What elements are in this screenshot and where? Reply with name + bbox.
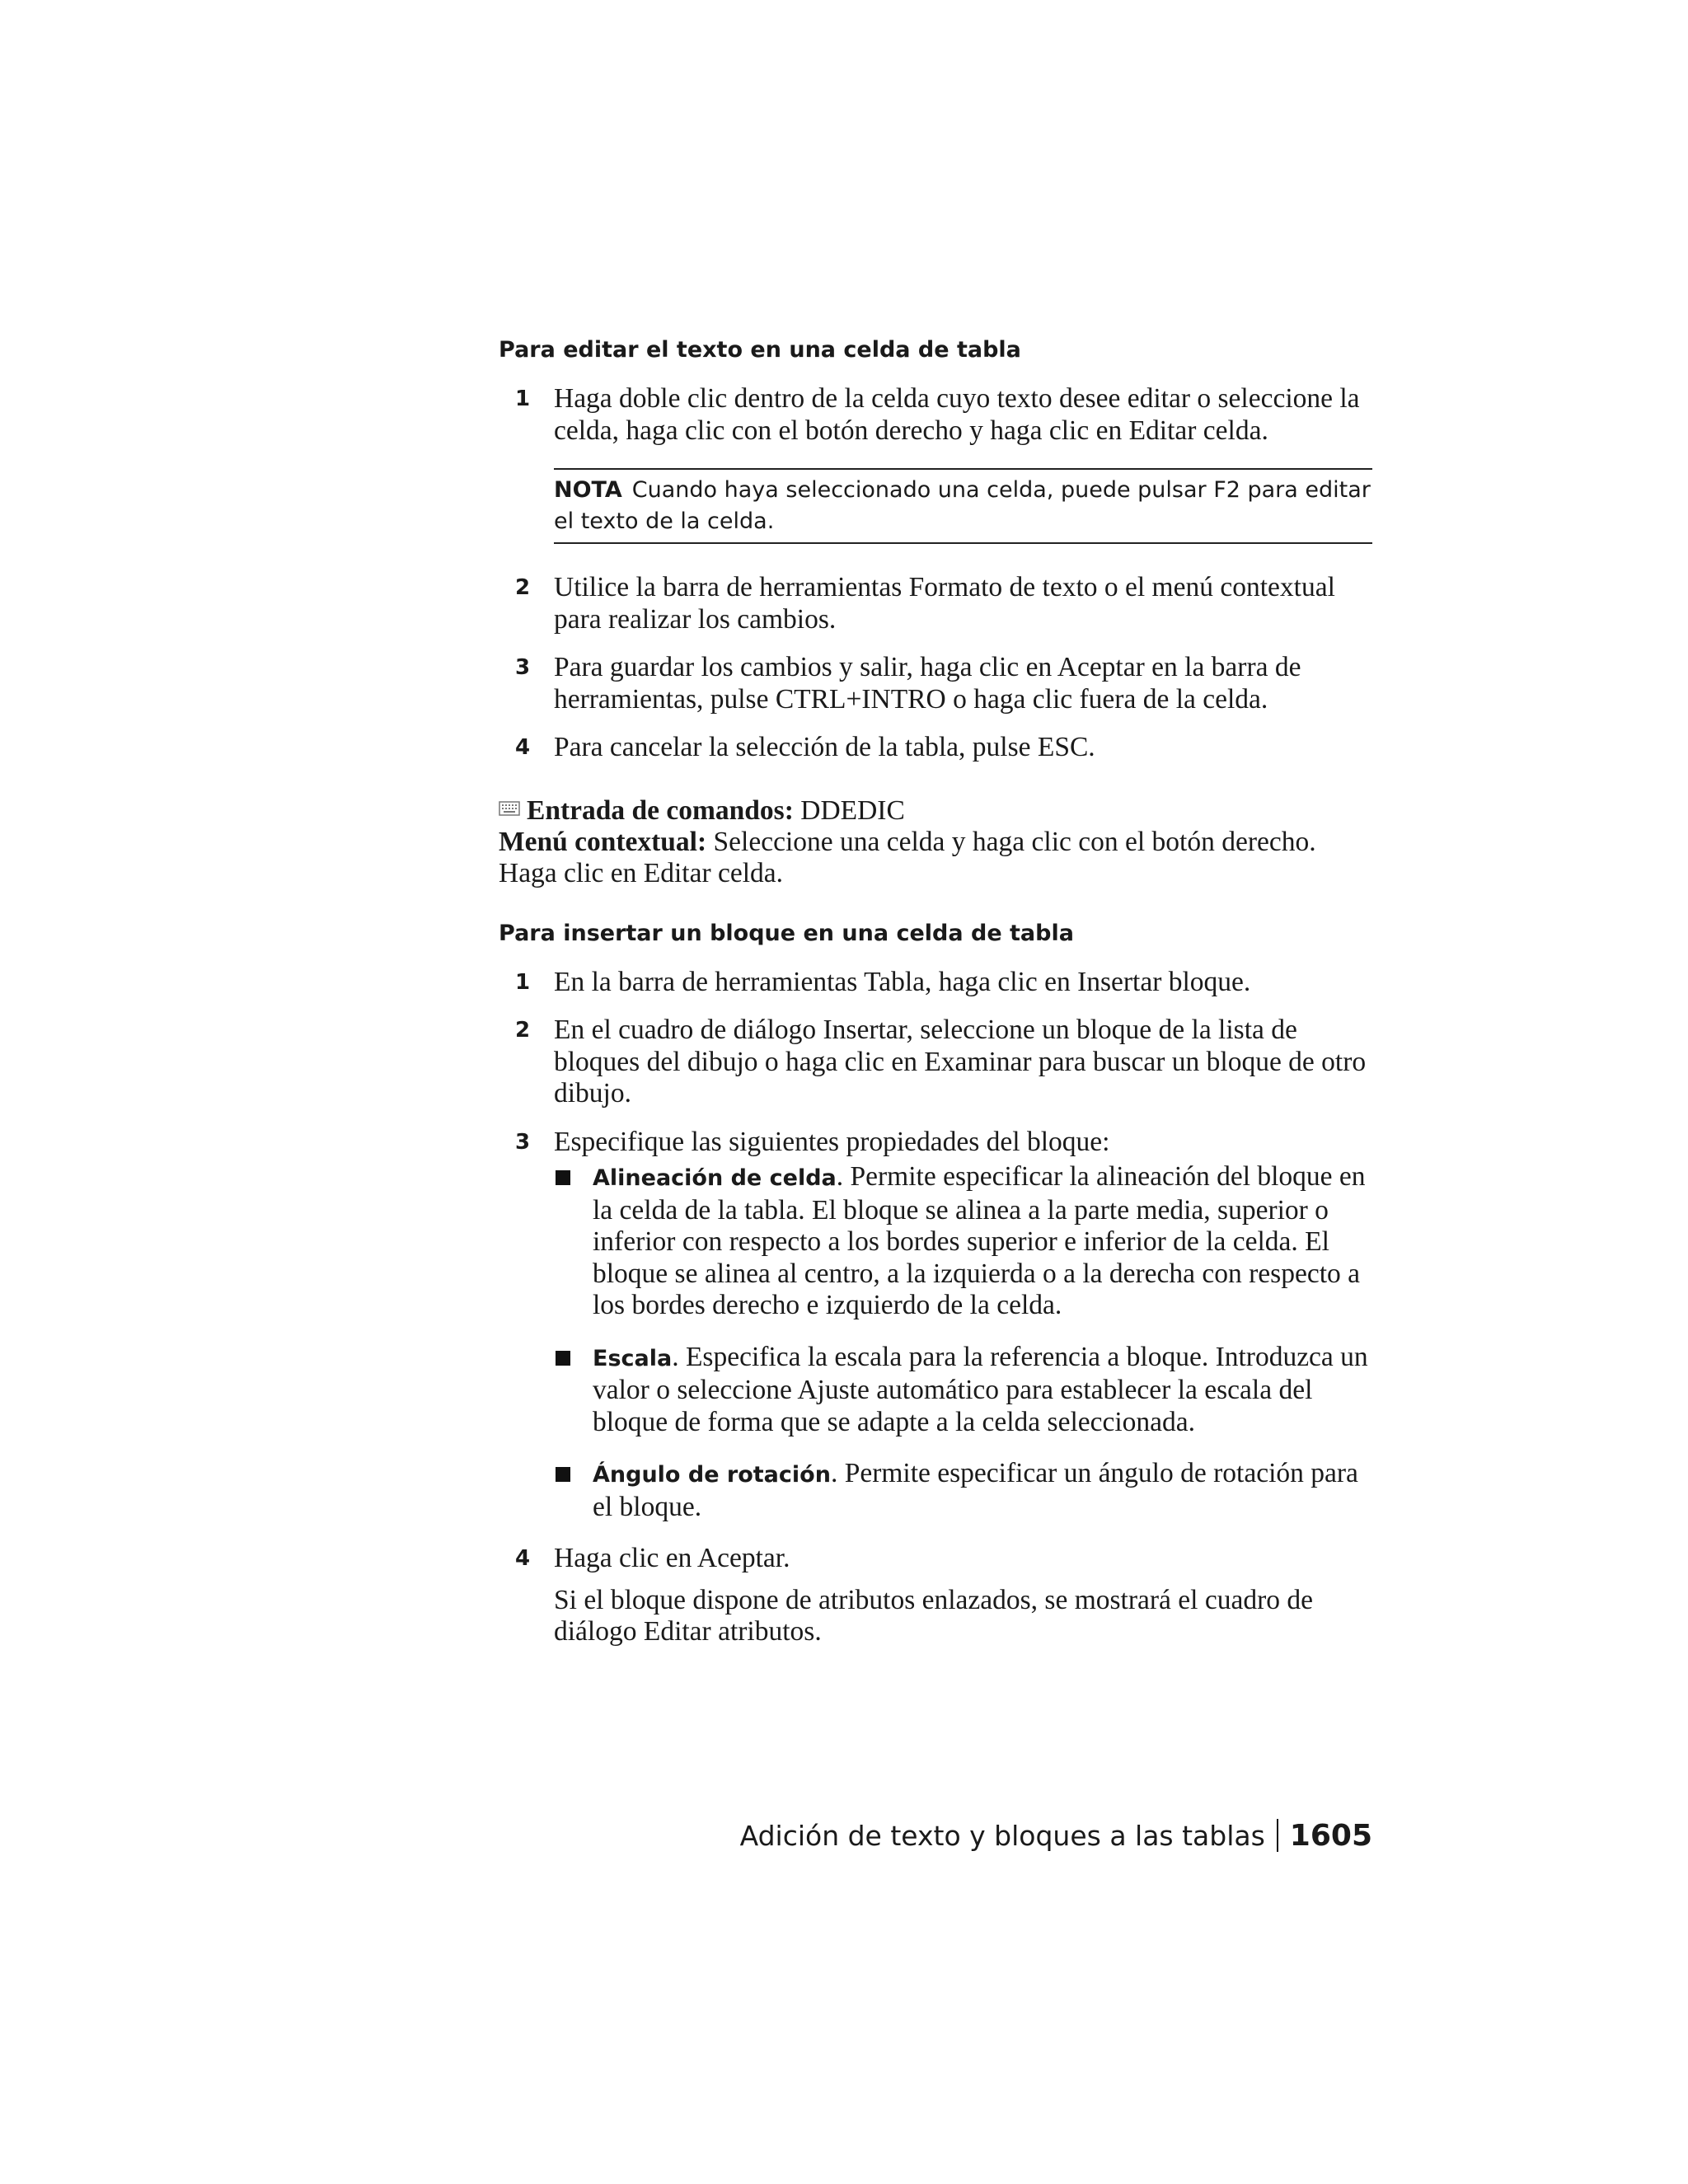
page-number: 1605: [1289, 1819, 1372, 1853]
step-text: Especifique las siguientes propiedades del bloque:: [554, 1126, 1110, 1157]
list-item: [554, 1458, 1372, 1523]
section-heading-edit-text: Para editar el texto en una celda de tabla: [499, 337, 1021, 363]
command-entry-value: DDEDIC: [800, 794, 905, 826]
list-item: [554, 1342, 1372, 1439]
footer-divider: [1277, 1819, 1278, 1852]
command-entry-label: Entrada de comandos:: [527, 794, 794, 826]
step-number: 3: [515, 1129, 531, 1155]
step-text: Para guardar los cambios y salir, haga clic en Aceptar en la barra de herramientas, pulse CTRL+INTRO o haga clic fuera de la celda.: [554, 652, 1301, 715]
bullet-term: Alineación de celda: [593, 1165, 837, 1191]
bullet-text: . Especifica la escala para la referencia a bloque. Introduzca un valor o seleccione Ajuste automático para establecer la escala del bloque de forma que se adapte a la celda seleccionada.: [593, 1341, 1368, 1437]
step-text: Utilice la barra de herramientas Formato de texto o el menú contextual para realizar los cambios.: [554, 572, 1335, 635]
step-item: [499, 1127, 1372, 1524]
step-item: [499, 652, 1372, 715]
footer-title: Adición de texto y bloques a las tablas: [739, 1820, 1265, 1852]
step-number: 4: [515, 1546, 531, 1571]
step-item: [499, 732, 1372, 764]
bullet-square-icon: [556, 1467, 570, 1482]
step-text: Para cancelar la selección de la tabla, pulse ESC.: [554, 732, 1095, 762]
list-item: [554, 1161, 1372, 1322]
step-number: 3: [515, 655, 531, 680]
note-label: NOTA: [554, 477, 622, 503]
command-reference: [499, 792, 1372, 889]
step-item: [499, 1015, 1372, 1110]
step-number: 1: [515, 969, 531, 995]
bullet-text: . Permite especificar un ángulo de rotación para el bloque.: [593, 1458, 1358, 1522]
context-menu-value: Seleccione una celda y haga clic con el botón derecho. Haga clic en Editar celda.: [499, 826, 1316, 888]
step-number: 2: [515, 1018, 531, 1043]
step-number: 1: [515, 387, 531, 411]
step-item: [499, 572, 1372, 635]
step-number: 2: [515, 575, 531, 600]
page-content: [499, 334, 1372, 1665]
context-menu-label: Menú contextual:: [499, 826, 707, 857]
note-text: Cuando haya seleccionado una celda, puede pulsar F2 para editar el texto de la celda.: [554, 477, 1371, 534]
bullet-square-icon: [556, 1351, 570, 1366]
section-heading-insert-block: Para insertar un bloque en una celda de tabla: [499, 920, 1074, 946]
property-list: [554, 1161, 1372, 1523]
note-box: [554, 468, 1372, 544]
context-menu-line: [499, 827, 1372, 889]
bullet-square-icon: [556, 1170, 570, 1185]
step-text: En el cuadro de diálogo Insertar, seleccione un bloque de la lista de bloques del dibujo o haga clic en Examinar para buscar un bloque de otro dibujo.: [554, 1015, 1367, 1108]
command-entry-line: [499, 792, 1372, 827]
step-followup: Si el bloque dispone de atributos enlazados, se mostrará el cuadro de diálogo Editar atributos.: [554, 1584, 1313, 1647]
step-text: En la barra de herramientas Tabla, haga clic en Insertar bloque.: [554, 966, 1251, 997]
step-text: Haga doble clic dentro de la celda cuyo texto desee editar o seleccione la celda, haga clic con el botón derecho y haga clic en Editar celda.: [554, 383, 1360, 446]
bullet-term: Ángulo de rotación: [593, 1462, 831, 1488]
step-number: 4: [515, 735, 531, 760]
keyboard-icon: [499, 792, 520, 823]
bullet-term: Escala: [593, 1345, 673, 1371]
page-footer: [740, 1817, 1372, 1855]
step-item: [499, 1543, 1372, 1648]
bullet-text: . Permite especificar la alineación del bloque en la celda de la tabla. El bloque se alinea a la parte media, superior o inferior con respecto a los bordes superior e inferior de la celda. El bloque se alinea al centro, a la izquierda o a la derecha con respecto a los bordes derecho e izquierdo de la celda.: [593, 1161, 1366, 1320]
step-item: [499, 967, 1372, 999]
step-text: Haga clic en Aceptar.: [554, 1543, 790, 1573]
step-item: [499, 383, 1372, 447]
